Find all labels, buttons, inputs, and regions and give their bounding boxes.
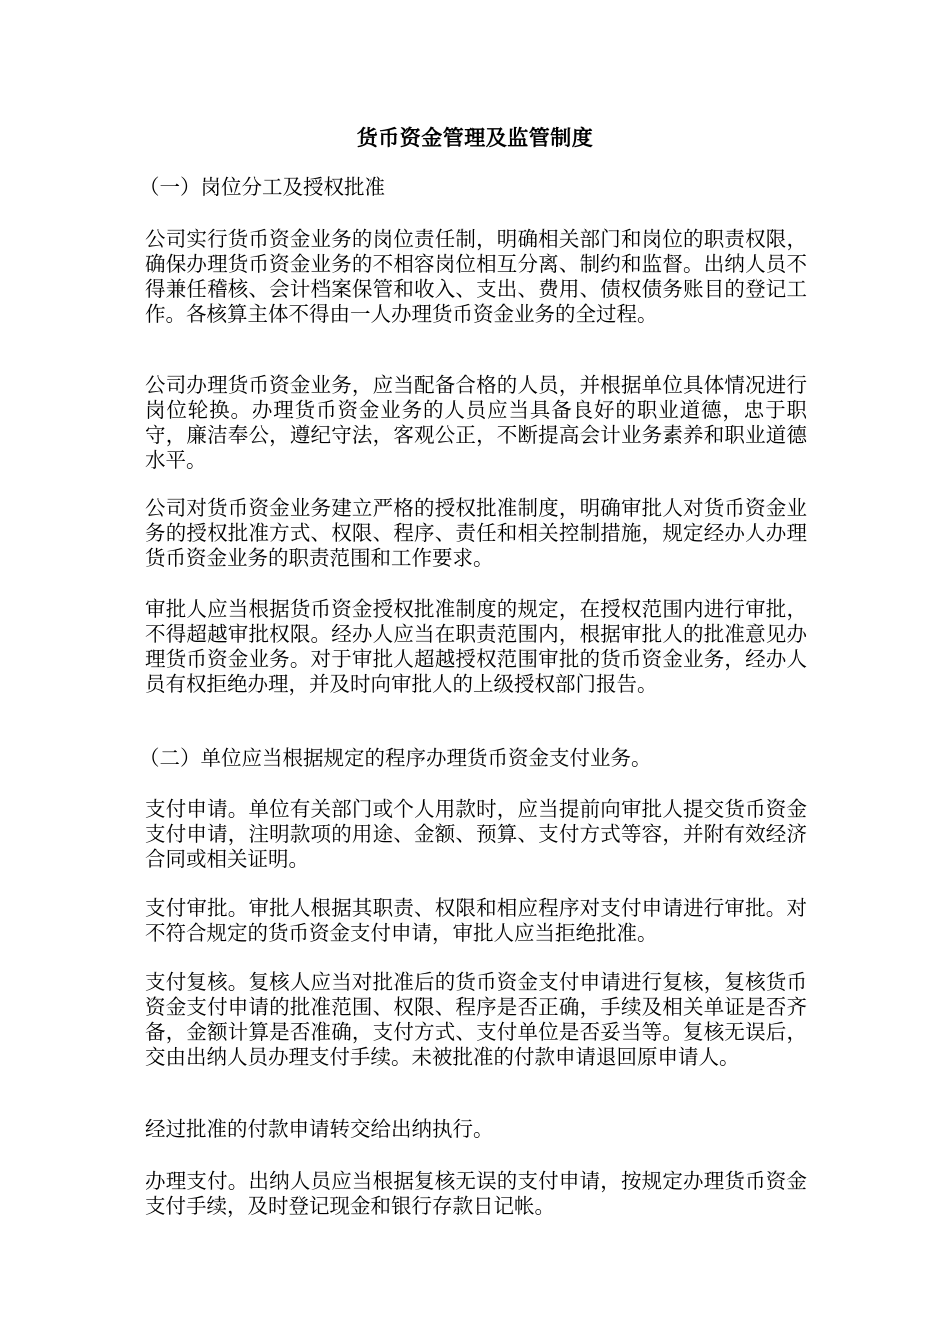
- paragraph: 经过批准的付款申请转交给出纳执行。: [145, 1117, 494, 1141]
- paragraph: 公司对货币资金业务建立严格的授权批准制度，明确审批人对货币资金业务的授权批准方式、权限、程序、责任和相关控制措施，规定经办人办理货币资金业务的职责范围和工作要求。: [145, 496, 807, 570]
- document-title: 货币资金管理及监管制度: [356, 125, 594, 150]
- paragraph: 办理支付。出纳人员应当根据复核无误的支付申请，按规定办理货币资金支付手续，及时登记现金和银行存款日记帐。: [145, 1169, 807, 1218]
- paragraph: 审批人应当根据货币资金授权批准制度的规定，在授权范围内进行审批，不得超越审批权限。经办人应当在职责范围内，根据审批人的批准意见办理货币资金业务。对于审批人超越授权范围审批的货币资金业务，经办人员有权拒绝办理，并及时向审批人的上级授权部门报告。: [145, 597, 807, 696]
- section-heading-2: （二）单位应当根据规定的程序办理货币资金支付业务。: [139, 746, 652, 770]
- paragraph: 支付申请。单位有关部门或个人用款时，应当提前向审批人提交货币资金支付申请，注明款项的用途、金额、预算、支付方式等容，并附有效经济合同或相关证明。: [145, 797, 807, 871]
- paragraph: 公司办理货币资金业务，应当配备合格的人员，并根据单位具体情况进行岗位轮换。办理货币资金业务的人员应当具备良好的职业道德，忠于职守，廉洁奉公，遵纪守法，客观公正，不断提高会计业务素养和职业道德水平。: [145, 373, 807, 472]
- paragraph: 公司实行货币资金业务的岗位责任制，明确相关部门和岗位的职责权限，确保办理货币资金业务的不相容岗位相互分离、制约和监督。出纳人员不得兼任稽核、会计档案保管和收入、支出、费用、债权债务账目的登记工作。各核算主体不得由一人办理货币资金业务的全过程。: [145, 227, 807, 326]
- paragraph: 支付复核。复核人应当对批准后的货币资金支付申请进行复核，复核货币资金支付申请的批准范围、权限、程序是否正确，手续及相关单证是否齐备，金额计算是否准确，支付方式、支付单位是否妥当等。复核无误后，交由出纳人员办理支付手续。未被批准的付款申请退回原申请人。: [145, 970, 807, 1069]
- paragraph: 支付审批。审批人根据其职责、权限和相应程序对支付申请进行审批。对不符合规定的货币资金支付申请，审批人应当拒绝批准。: [145, 896, 807, 945]
- section-heading-1: （一）岗位分工及授权批准: [139, 175, 385, 199]
